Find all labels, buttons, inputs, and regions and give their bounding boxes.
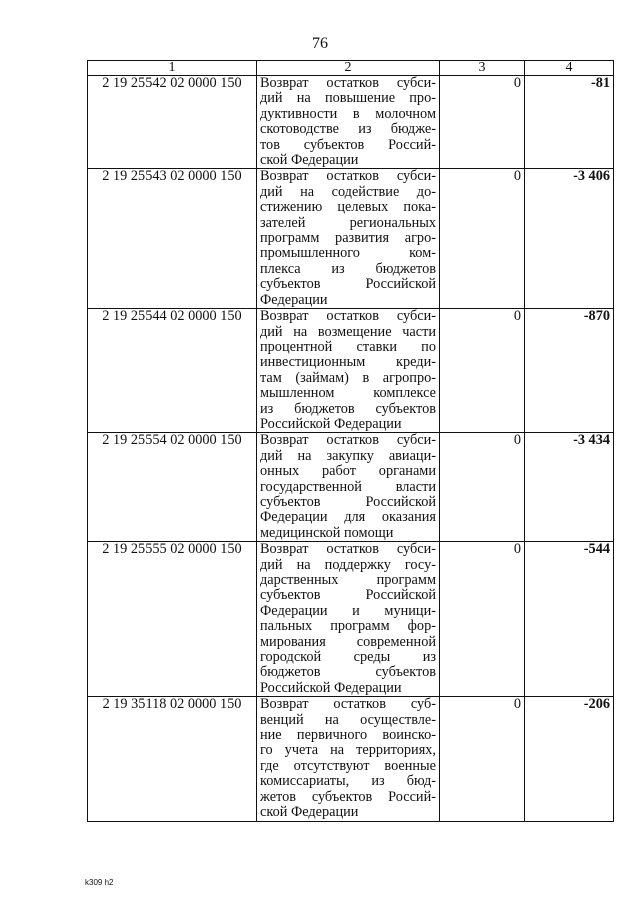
description-cell (257, 309, 440, 433)
description-line: Возврат остатков субси- (260, 541, 436, 558)
description-line: ской Федерации (260, 804, 359, 821)
column-3-value: 0 (440, 433, 525, 542)
description-line: Возврат остатков суб- (260, 696, 436, 713)
description-line: субъектов Российской (260, 493, 436, 510)
column-3-value: 0 (440, 309, 525, 433)
description-line: тов субъектов Россий- (260, 136, 436, 153)
description-line: государственной власти (260, 478, 436, 495)
description-cell (257, 433, 440, 542)
description-line: го учета на территориях, (260, 742, 436, 759)
description-line: ской Федерации (260, 152, 359, 169)
description-line: Российской Федерации (260, 679, 402, 696)
description-line: Возврат остатков субси- (260, 308, 436, 325)
description-line: субъектов Российской (260, 587, 436, 604)
description-line: промышленного ком- (260, 245, 436, 262)
description-line: пальных программ фор- (260, 618, 436, 635)
budget-code-cell: 2 19 25555 02 0000 150 (88, 542, 257, 697)
column-4-value: -3 434 (525, 433, 614, 542)
description-line: дий на закупку авиаци- (260, 447, 436, 464)
column-3-value: 0 (440, 169, 525, 309)
description-line: программ развития агро- (260, 230, 436, 247)
page-number: 76 (312, 35, 328, 52)
description-line: плекса из бюджетов (260, 260, 436, 277)
footer-code: k309 h2 (85, 878, 114, 887)
column-4-value: -870 (525, 309, 614, 433)
column-header-3: 3 (440, 61, 525, 76)
description-line: дий на содействие до- (260, 183, 436, 200)
column-header-4: 4 (525, 61, 614, 76)
table-row (88, 309, 614, 433)
description-cell (257, 76, 440, 169)
description-line: дий на поддержку госу- (260, 556, 436, 573)
table-row (88, 169, 614, 309)
table-header (88, 61, 614, 76)
description-line: из бюджетов субъектов (260, 400, 436, 417)
description-cell (257, 542, 440, 697)
budget-code-cell: 2 19 25543 02 0000 150 (88, 169, 257, 309)
description-line: Российской Федерации (260, 415, 402, 432)
description-line: инвестиционным креди- (260, 354, 436, 371)
description-line: венций на осуществле- (260, 711, 436, 728)
budget-code-cell: 2 19 25554 02 0000 150 (88, 433, 257, 542)
description-line: где отсутствуют военные (260, 757, 436, 774)
column-4-value: -81 (525, 76, 614, 169)
budget-code-cell: 2 19 25542 02 0000 150 (88, 76, 257, 169)
description-line: скотоводстве из бюдже- (260, 121, 436, 138)
column-header-1: 1 (88, 61, 257, 76)
column-3-value: 0 (440, 542, 525, 697)
table-row (88, 542, 614, 697)
description-line: дий на повышение про- (260, 90, 436, 107)
column-4-value: -206 (525, 697, 614, 821)
description-line: мышленном комплексе (260, 385, 436, 402)
column-header-2: 2 (257, 61, 440, 76)
column-4-value: -3 406 (525, 169, 614, 309)
description-line: городской среды из (260, 649, 436, 666)
column-3-value: 0 (440, 697, 525, 821)
description-line: зателей региональных (260, 214, 436, 231)
table-row (88, 76, 614, 169)
description-line: дарственных программ (260, 572, 436, 588)
description-line: стижению целевых пока- (260, 199, 436, 216)
table-body (88, 76, 614, 822)
column-3-value: 0 (440, 76, 525, 169)
description-line: дуктивности в молочном (260, 105, 436, 122)
description-line: Федерации для оказания (260, 509, 436, 526)
description-line: Возврат остатков субси- (260, 168, 436, 185)
description-line: онных работ органами (260, 463, 436, 480)
table-row (88, 433, 614, 542)
description-line: медицинской помощи (260, 524, 394, 541)
description-line: Федерации и муници- (260, 602, 436, 619)
budget-table (87, 60, 614, 822)
description-line: ние первичного воинско- (260, 727, 436, 744)
description-line: дий на возмещение части (260, 323, 436, 340)
description-cell (257, 697, 440, 821)
description-line: там (займам) в агропро- (260, 369, 436, 386)
description-line: жетов субъектов Россий- (260, 788, 436, 805)
description-line: бюджетов субъектов (260, 664, 436, 681)
header-row (88, 61, 614, 76)
description-cell (257, 169, 440, 309)
description-line: субъектов Российской (260, 276, 436, 293)
table-row (88, 697, 614, 821)
budget-code-cell: 2 19 35118 02 0000 150 (88, 697, 257, 821)
description-line: Возврат остатков субси- (260, 75, 436, 91)
description-line: Возврат остатков субси- (260, 432, 436, 449)
description-line: мирования современной (260, 633, 436, 650)
budget-code-cell: 2 19 25544 02 0000 150 (88, 309, 257, 433)
description-line: процентной ставки по (260, 338, 436, 355)
column-4-value: -544 (525, 542, 614, 697)
description-line: комиссариаты, из бюд- (260, 773, 436, 790)
description-line: Федерации (260, 291, 328, 308)
